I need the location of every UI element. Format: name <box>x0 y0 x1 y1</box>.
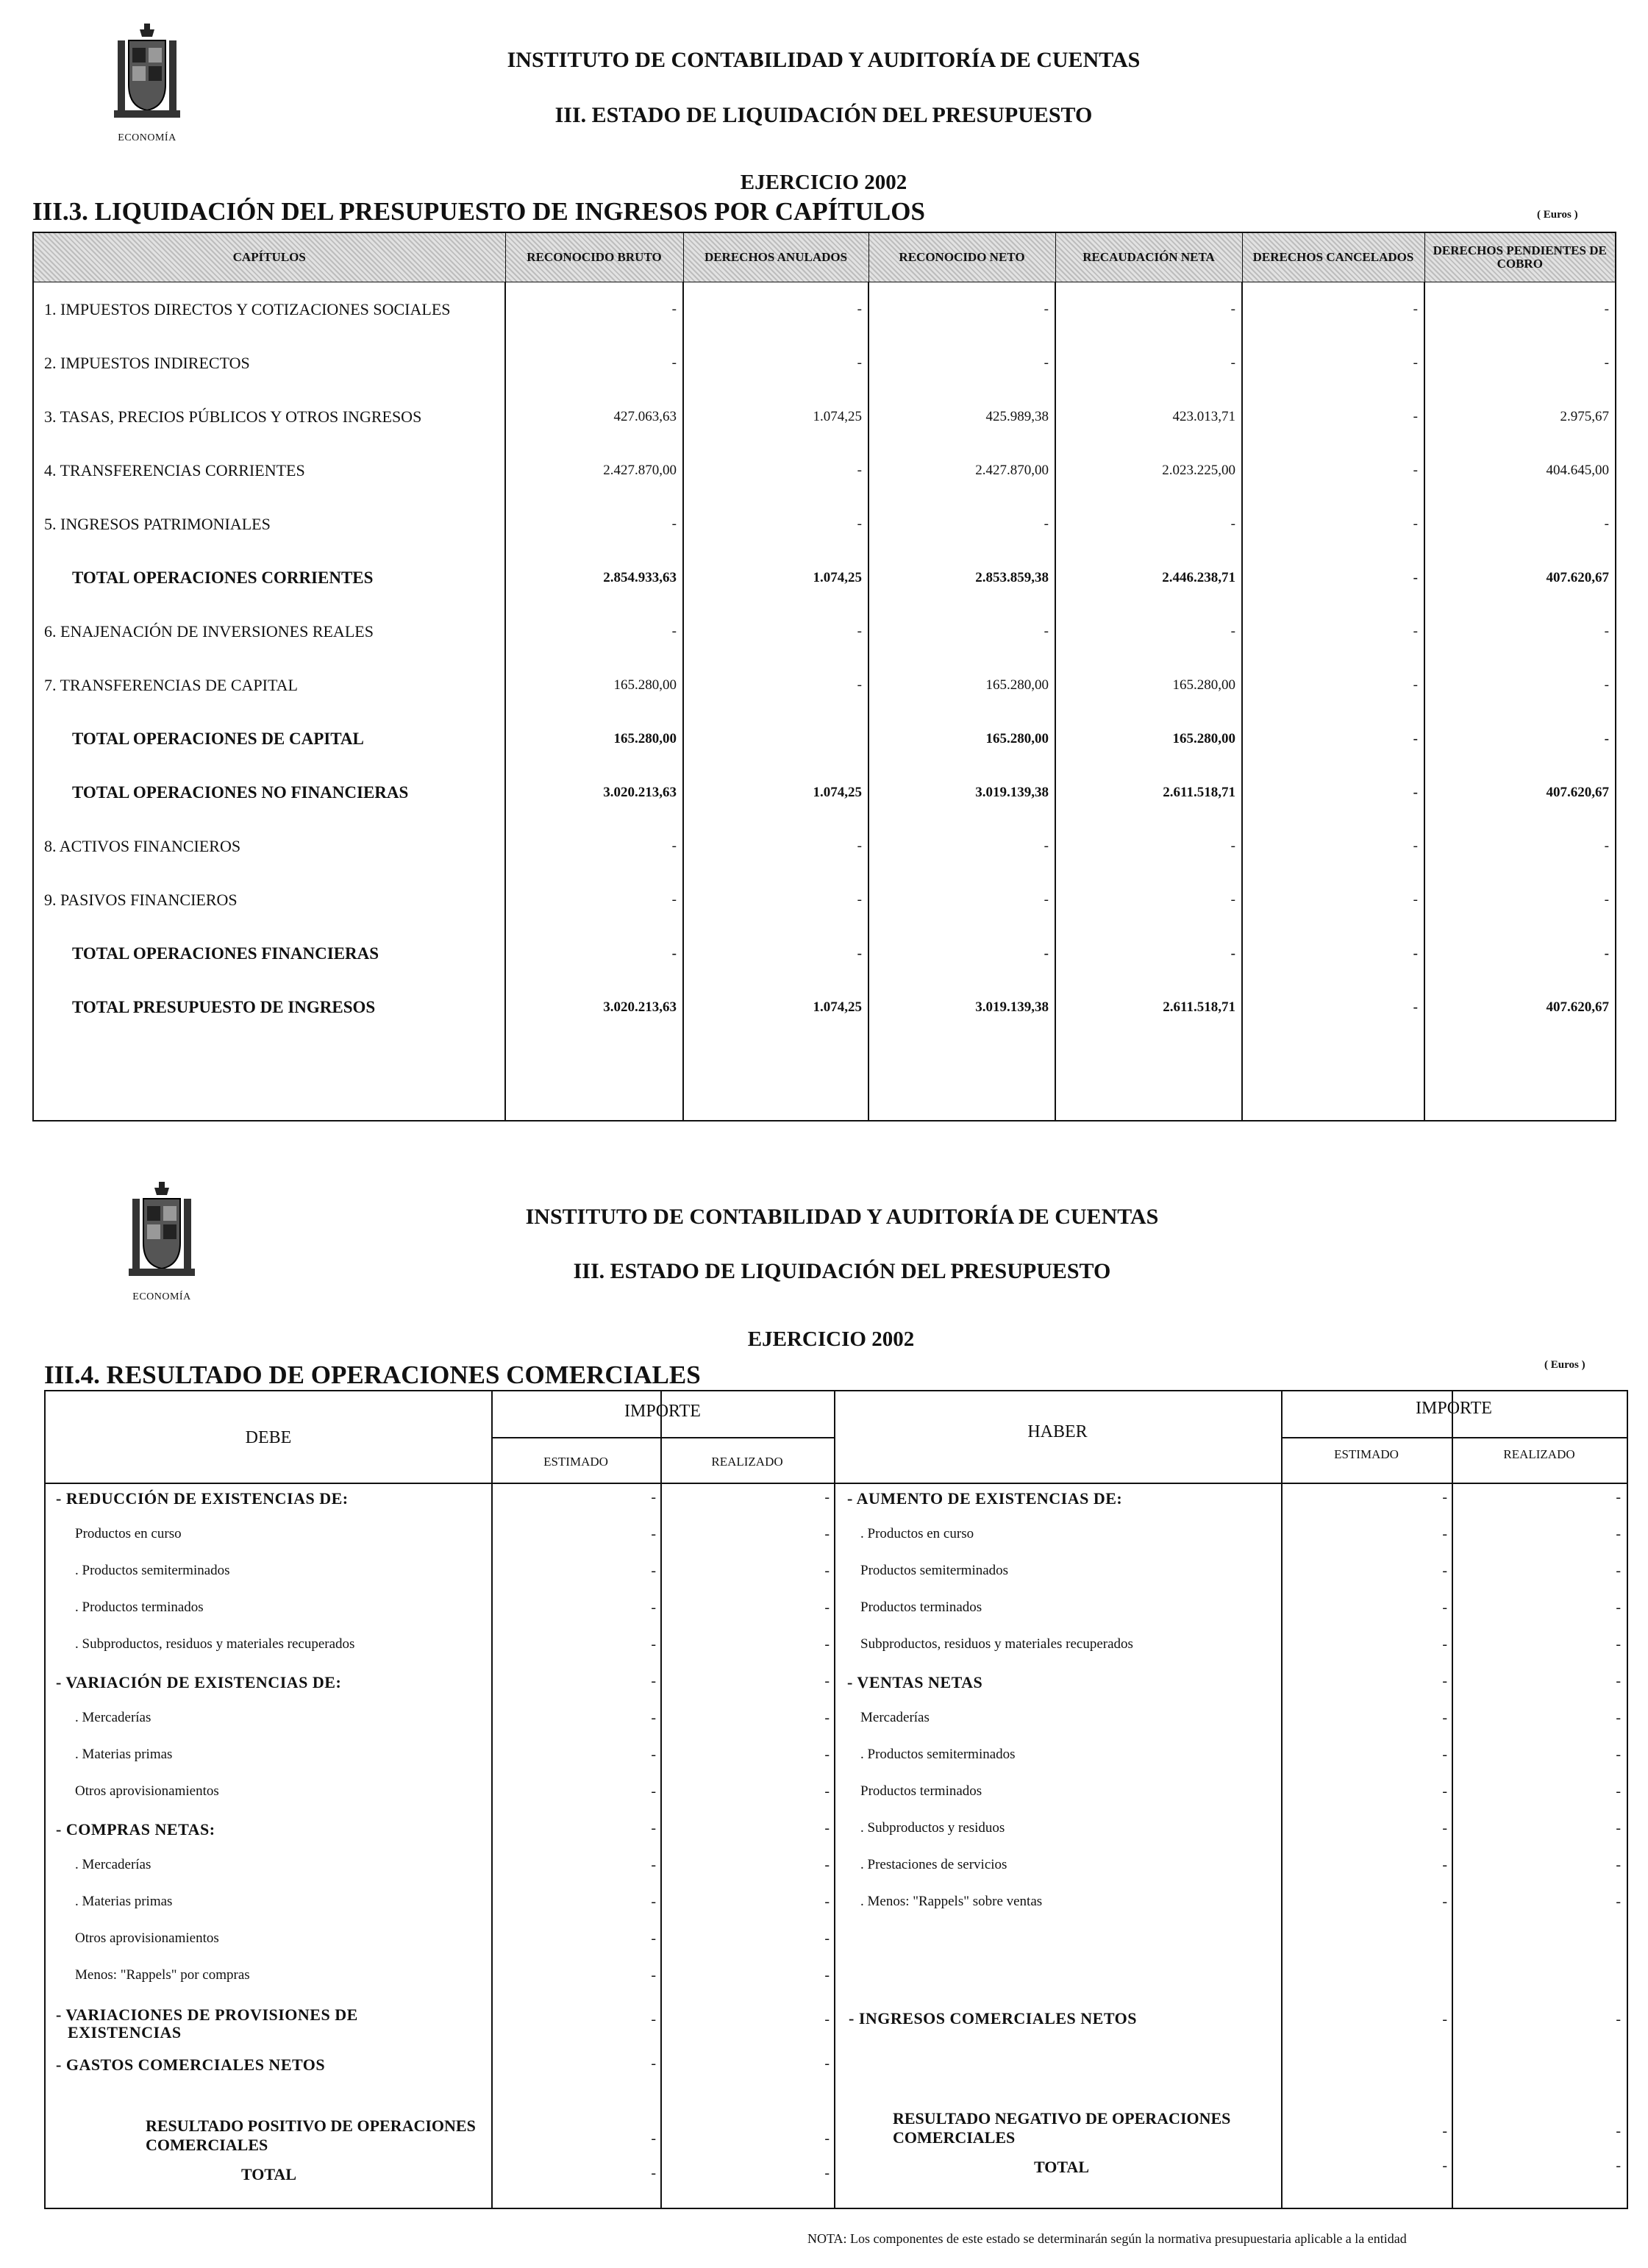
cell-value: - <box>824 1489 830 1505</box>
cell-value: - <box>651 2055 656 2072</box>
cell-value: - <box>1424 712 1616 766</box>
cell-value: - <box>683 658 868 712</box>
cell-value: - <box>1424 282 1616 337</box>
cell-value: - <box>1242 873 1424 927</box>
cell-value: - <box>824 2011 830 2028</box>
cell-value: - <box>683 605 868 658</box>
cell-value: - <box>868 497 1055 551</box>
cell-value: - <box>1242 282 1424 337</box>
cell-value: - <box>824 1636 830 1652</box>
cell-value: - <box>1616 2123 1621 2139</box>
cell-value: - <box>683 282 868 337</box>
statement-subtitle: III. ESTADO DE LIQUIDACIÓN DEL PRESUPUESTO <box>573 1259 1111 1283</box>
cell-value: - <box>1442 1747 1447 1763</box>
cell-value: - <box>505 927 683 980</box>
row-label: 5. INGRESOS PATRIMONIALES <box>33 497 505 551</box>
row-label: 7. TRANSFERENCIAS DE CAPITAL <box>33 658 505 712</box>
estimado-header-left: ESTIMADO <box>543 1455 608 1469</box>
cell-value: - <box>651 1673 656 1689</box>
cell-value: 165.280,00 <box>1055 658 1242 712</box>
debe-row-label: Otros aprovisionamientos <box>75 1783 219 1799</box>
haber-row-label: . Menos: "Rappels" sobre ventas <box>860 1894 1043 1909</box>
cell-value: - <box>651 1894 656 1910</box>
cell-value: - <box>1242 443 1424 497</box>
realizado-header-right: REALIZADO <box>1503 1447 1575 1461</box>
cell-value: 1.074,25 <box>683 390 868 443</box>
footnote: NOTA: Los componentes de este estado se determinarán según la normativa presupuestaria aplicable a la entidad <box>807 2231 1407 2246</box>
col-header-pendientes-cobro: DERECHOS PENDIENTES DE COBRO <box>1424 232 1616 282</box>
cell-value: - <box>824 2130 830 2147</box>
cell-value: - <box>1242 336 1424 390</box>
ejercicio-label: EJERCICIO 2002 <box>740 171 907 194</box>
cell-value: - <box>505 336 683 390</box>
cell-value: - <box>1442 1894 1447 1910</box>
cell-value: - <box>505 873 683 927</box>
cell-value: - <box>1242 390 1424 443</box>
section-title: III.4. RESULTADO DE OPERACIONES COMERCIALES <box>44 1361 701 1389</box>
row-label: 4. TRANSFERENCIAS CORRIENTES <box>33 443 505 497</box>
cell-value: - <box>1055 336 1242 390</box>
row-label: 8. ACTIVOS FINANCIEROS <box>33 819 505 873</box>
cell-value: 407.620,67 <box>1424 766 1616 819</box>
haber-total-label: TOTAL <box>1034 2158 1089 2176</box>
cell-value: - <box>1616 1636 1621 1652</box>
resultado-negativo-label: RESULTADO NEGATIVO DE OPERACIONES COMERCIALES <box>893 2109 1231 2147</box>
cell-value: - <box>868 819 1055 873</box>
cell-value: 404.645,00 <box>1424 443 1616 497</box>
row-label: 9. PASIVOS FINANCIEROS <box>33 873 505 927</box>
cell-value: - <box>1616 1894 1621 1910</box>
cell-value: 2.611.518,71 <box>1055 766 1242 819</box>
haber-row-label: Productos terminados <box>860 1783 982 1799</box>
cell-value: - <box>868 282 1055 337</box>
cell-value: - <box>824 1600 830 1616</box>
cell-value: - <box>651 1636 656 1652</box>
section-title: III.3. LIQUIDACIÓN DEL PRESUPUESTO DE INGRESOS POR CAPÍTULOS <box>32 197 925 226</box>
cell-value: - <box>824 1967 830 1983</box>
cell-value: - <box>651 1747 656 1763</box>
cell-value: - <box>651 2011 656 2028</box>
debe-row-label: - COMPRAS NETAS: <box>56 1820 215 1839</box>
cell-value: - <box>1442 1710 1447 1726</box>
cell-value: 2.611.518,71 <box>1055 980 1242 1034</box>
cell-value: 2.427.870,00 <box>868 443 1055 497</box>
cell-value: 1.074,25 <box>683 551 868 605</box>
cell-value: - <box>505 819 683 873</box>
cell-value: - <box>824 1783 830 1800</box>
cell-value: - <box>1616 2158 1621 2174</box>
cell-value: - <box>651 2130 656 2147</box>
row-label: TOTAL OPERACIONES CORRIENTES <box>33 551 505 605</box>
cell-value: - <box>505 282 683 337</box>
table-row <box>33 819 1616 873</box>
realizado-header-left: REALIZADO <box>711 1455 783 1469</box>
coat-of-arms-icon <box>110 22 184 132</box>
cell-value: - <box>1242 927 1424 980</box>
cell-value: - <box>1242 497 1424 551</box>
row-label: 2. IMPUESTOS INDIRECTOS <box>33 336 505 390</box>
importe-header-right: IMPORTE <box>1416 1399 1492 1418</box>
col-header-capitulos: CAPÍTULOS <box>33 232 505 282</box>
cell-value: - <box>1242 658 1424 712</box>
cell-value: - <box>1616 1710 1621 1726</box>
col-header-derechos-anulados: DERECHOS ANULADOS <box>683 232 868 282</box>
cell-value: 407.620,67 <box>1424 551 1616 605</box>
cell-value: - <box>1616 1747 1621 1763</box>
haber-row-label: Productos semiterminados <box>860 1563 1009 1578</box>
col-header-derechos-cancelados: DERECHOS CANCELADOS <box>1242 232 1424 282</box>
table-row <box>33 766 1616 819</box>
cell-value: - <box>1242 766 1424 819</box>
cell-value <box>683 712 868 766</box>
haber-row-label: - AUMENTO DE EXISTENCIAS DE: <box>847 1489 1123 1508</box>
cell-value: - <box>824 1673 830 1689</box>
cell-value: - <box>868 873 1055 927</box>
cell-value: - <box>1242 980 1424 1034</box>
col-header-recaudacion-neta: RECAUDACIÓN NETA <box>1055 232 1242 282</box>
cell-value: - <box>1442 1636 1447 1652</box>
cell-value: - <box>683 497 868 551</box>
cell-value: 3.020.213,63 <box>505 766 683 819</box>
cell-value: - <box>683 927 868 980</box>
cell-value: - <box>1616 1563 1621 1579</box>
cell-value: - <box>824 1930 830 1947</box>
cell-value: 1.074,25 <box>683 766 868 819</box>
cell-value: 427.063,63 <box>505 390 683 443</box>
cell-value: - <box>1442 2123 1447 2139</box>
cell-value: 425.989,38 <box>868 390 1055 443</box>
cell-value: - <box>1424 497 1616 551</box>
unit-label: ( Euros ) <box>1544 1359 1585 1371</box>
cell-value: - <box>1424 927 1616 980</box>
cell-value: - <box>1424 336 1616 390</box>
table-row <box>33 551 1616 605</box>
haber-row-label: Mercaderías <box>860 1710 930 1725</box>
haber-row-label: Productos terminados <box>860 1600 982 1615</box>
cell-value: 2.854.933,63 <box>505 551 683 605</box>
cell-value: - <box>824 1857 830 1873</box>
cell-value: - <box>1442 1673 1447 1689</box>
cell-value: - <box>651 1967 656 1983</box>
row-label: TOTAL PRESUPUESTO DE INGRESOS <box>33 980 505 1034</box>
cell-value: - <box>824 1526 830 1542</box>
cell-value: 423.013,71 <box>1055 390 1242 443</box>
table-row <box>33 336 1616 390</box>
debe-row-label: Productos en curso <box>75 1526 182 1541</box>
income-budget-table <box>32 232 1616 1121</box>
cell-value: 2.023.225,00 <box>1055 443 1242 497</box>
cell-value: - <box>824 1710 830 1726</box>
debe-row-label: . Productos semiterminados <box>75 1563 230 1578</box>
cell-value: - <box>505 497 683 551</box>
cell-value: 407.620,67 <box>1424 980 1616 1034</box>
cell-value: - <box>651 1526 656 1542</box>
cell-value: - <box>1442 1783 1447 1800</box>
table-row <box>33 980 1616 1034</box>
cell-value: - <box>1616 1857 1621 1873</box>
cell-value: - <box>1616 1600 1621 1616</box>
haber-row-label: . Subproductos y residuos <box>860 1820 1005 1836</box>
cell-value: - <box>1424 658 1616 712</box>
debe-row-label: . Materias primas <box>75 1894 173 1909</box>
cell-value: - <box>1242 819 1424 873</box>
cell-value: - <box>1442 2011 1447 2028</box>
cell-value: 165.280,00 <box>1055 712 1242 766</box>
cell-value: - <box>683 443 868 497</box>
debe-row-label: - VARIACIÓN DE EXISTENCIAS DE: <box>56 1673 342 1691</box>
cell-value: - <box>1055 927 1242 980</box>
table-row <box>33 443 1616 497</box>
cell-value: - <box>1055 605 1242 658</box>
table-row <box>33 658 1616 712</box>
cell-value: - <box>868 336 1055 390</box>
cell-value: - <box>1442 2158 1447 2174</box>
haber-header: HABER <box>1027 1422 1088 1441</box>
cell-value: - <box>868 605 1055 658</box>
cell-value: - <box>1616 1783 1621 1800</box>
cell-value: 3.020.213,63 <box>505 980 683 1034</box>
cell-value: - <box>651 1710 656 1726</box>
debe-row-label: . Productos terminados <box>75 1600 204 1615</box>
debe-row-label: . Mercaderías <box>75 1857 151 1872</box>
cell-value: - <box>651 1857 656 1873</box>
statement-subtitle: III. ESTADO DE LIQUIDACIÓN DEL PRESUPUESTO <box>554 103 1093 127</box>
institute-title: INSTITUTO DE CONTABILIDAD Y AUDITORÍA DE CUENTAS <box>525 1205 1159 1229</box>
cell-value: - <box>824 2055 830 2072</box>
cell-value: 165.280,00 <box>505 712 683 766</box>
cell-value: - <box>1424 819 1616 873</box>
row-label: 6. ENAJENACIÓN DE INVERSIONES REALES <box>33 605 505 658</box>
cell-value: - <box>1424 605 1616 658</box>
importe-header-left: IMPORTE <box>624 1402 701 1421</box>
cell-value: - <box>651 1600 656 1616</box>
table-row <box>33 873 1616 927</box>
cell-value: - <box>1055 282 1242 337</box>
haber-row-label: . Prestaciones de servicios <box>860 1857 1007 1872</box>
cell-value: 2.853.859,38 <box>868 551 1055 605</box>
cell-value: - <box>1616 1673 1621 1689</box>
cell-value: - <box>505 605 683 658</box>
cell-value: 3.019.139,38 <box>868 766 1055 819</box>
row-label: 1. IMPUESTOS DIRECTOS Y COTIZACIONES SOCIALES <box>33 282 505 337</box>
cell-value: - <box>1055 873 1242 927</box>
cell-value: - <box>1442 1820 1447 1836</box>
cell-value: - <box>651 1930 656 1947</box>
cell-value: - <box>683 819 868 873</box>
debe-total-label: TOTAL <box>241 2165 296 2183</box>
haber-row-label: . Productos en curso <box>860 1526 974 1541</box>
ejercicio-label: EJERCICIO 2002 <box>747 1327 915 1351</box>
cell-value: - <box>1616 2011 1621 2028</box>
debe-row-label: . Mercaderías <box>75 1710 151 1725</box>
commercial-operations-table <box>44 1390 1628 2209</box>
cell-value: - <box>651 1563 656 1579</box>
cell-value: - <box>1616 1526 1621 1542</box>
estimado-header-right: ESTIMADO <box>1334 1447 1399 1461</box>
cell-value: - <box>683 336 868 390</box>
cell-value: - <box>824 1820 830 1836</box>
cell-value: - <box>1616 1489 1621 1505</box>
cell-value: 165.280,00 <box>868 658 1055 712</box>
cell-value: - <box>824 1894 830 1910</box>
logo-caption: ECONOMÍA <box>118 132 176 143</box>
cell-value: - <box>1424 873 1616 927</box>
cell-value: - <box>1055 819 1242 873</box>
cell-value: 165.280,00 <box>505 658 683 712</box>
institute-title: INSTITUTO DE CONTABILIDAD Y AUDITORÍA DE CUENTAS <box>507 48 1141 72</box>
cell-value: 165.280,00 <box>868 712 1055 766</box>
unit-label: ( Euros ) <box>1537 209 1578 221</box>
table-row <box>33 927 1616 980</box>
debe-header: DEBE <box>245 1428 292 1447</box>
cell-value: - <box>824 1563 830 1579</box>
cell-value: - <box>651 2165 656 2181</box>
table-row <box>33 712 1616 766</box>
cell-value: - <box>1242 605 1424 658</box>
row-label: 3. TASAS, PRECIOS PÚBLICOS Y OTROS INGRESOS <box>33 390 505 443</box>
haber-row-label: . Productos semiterminados <box>860 1747 1016 1762</box>
cell-value: 2.975,67 <box>1424 390 1616 443</box>
cell-value: - <box>651 1489 656 1505</box>
table-row <box>33 605 1616 658</box>
cell-value: - <box>651 1820 656 1836</box>
debe-row-label: - VARIACIONES DE PROVISIONES DE EXISTENCIAS <box>56 2005 358 2041</box>
cell-value: - <box>683 873 868 927</box>
cell-value: - <box>1055 497 1242 551</box>
resultado-positivo-label: RESULTADO POSITIVO DE OPERACIONES COMERCIALES <box>146 2117 476 2154</box>
cell-value: - <box>1242 712 1424 766</box>
cell-value: - <box>824 2165 830 2181</box>
cell-value: 2.446.238,71 <box>1055 551 1242 605</box>
cell-value: 3.019.139,38 <box>868 980 1055 1034</box>
cell-value: - <box>1442 1857 1447 1873</box>
haber-row-label: - INGRESOS COMERCIALES NETOS <box>849 2009 1137 2028</box>
cell-value: 1.074,25 <box>683 980 868 1034</box>
cell-value: - <box>1616 1820 1621 1836</box>
cell-value: - <box>1442 1526 1447 1542</box>
table-row <box>33 282 1616 337</box>
cell-value: - <box>824 1747 830 1763</box>
cell-value: - <box>1442 1600 1447 1616</box>
cell-value: - <box>868 927 1055 980</box>
cell-value: - <box>1242 551 1424 605</box>
logo-caption: ECONOMÍA <box>132 1291 191 1302</box>
debe-row-label: - REDUCCIÓN DE EXISTENCIAS DE: <box>56 1489 349 1508</box>
debe-row-label: . Materias primas <box>75 1747 173 1762</box>
cell-value: - <box>1442 1489 1447 1505</box>
coat-of-arms-icon <box>125 1180 199 1291</box>
debe-row-label: Otros aprovisionamientos <box>75 1930 219 1946</box>
debe-row-label: . Subproductos, residuos y materiales recuperados <box>75 1636 355 1652</box>
cell-value: 2.427.870,00 <box>505 443 683 497</box>
haber-row-label: Subproductos, residuos y materiales recuperados <box>860 1636 1133 1652</box>
col-header-reconocido-bruto: RECONOCIDO BRUTO <box>505 232 683 282</box>
row-label: TOTAL OPERACIONES NO FINANCIERAS <box>33 766 505 819</box>
haber-row-label: - VENTAS NETAS <box>847 1673 983 1691</box>
debe-row-label: Menos: "Rappels" por compras <box>75 1967 250 1983</box>
debe-row-label: - GASTOS COMERCIALES NETOS <box>56 2055 326 2074</box>
table-row <box>33 390 1616 443</box>
row-label: TOTAL OPERACIONES FINANCIERAS <box>33 927 505 980</box>
cell-value: - <box>651 1783 656 1800</box>
table-row <box>33 497 1616 551</box>
col-header-reconocido-neto: RECONOCIDO NETO <box>868 232 1055 282</box>
row-label: TOTAL OPERACIONES DE CAPITAL <box>33 712 505 766</box>
cell-value: - <box>1442 1563 1447 1579</box>
